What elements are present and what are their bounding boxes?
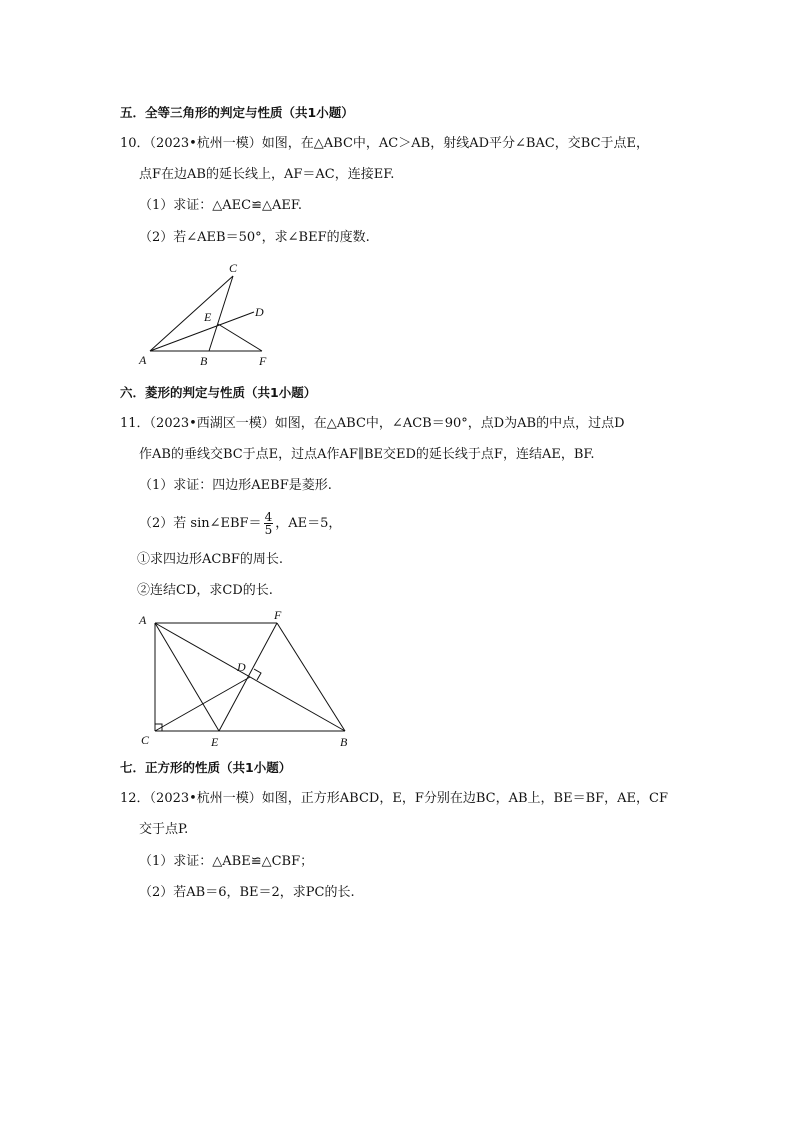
label-B: B: [340, 735, 348, 749]
q11-sub2: ②连结CD，求CD的长.: [137, 583, 273, 598]
q11-part2: [139, 511, 341, 537]
section-7-title: 七．正方形的性质（共1小题）: [120, 760, 292, 775]
label-C: C: [141, 733, 150, 747]
label-F: F: [274, 608, 282, 622]
q12-part1: （1）求证：△ABE≌△CBF；: [139, 854, 314, 869]
q10-triangle-figure: [130, 258, 280, 370]
fraction-4-5: [264, 511, 274, 536]
label-D: D: [255, 305, 264, 319]
segment-FB: [277, 623, 345, 731]
label-F: F: [259, 354, 267, 368]
segment-EF: [218, 324, 262, 351]
q11-part2-prefix: （2）若 sin∠EBF＝: [139, 516, 262, 531]
label-C: C: [229, 261, 238, 275]
label-D: D: [237, 660, 246, 674]
q11-part1: （1）求证：四边形AEBF是菱形.: [139, 478, 332, 493]
q10-stem-line2: 点F在边AB的延长线上，AF＝AC，连接EF.: [139, 167, 395, 182]
q10-part2: （2）若∠AEB＝50°，求∠BEF的度数.: [139, 230, 370, 245]
fraction-denominator: 5: [264, 523, 273, 537]
right-angle-mark-D: [254, 669, 261, 680]
segment-AE: [155, 623, 219, 731]
q10-stem-line1: 10．（2023•杭州一模）如图，在△ABC中，AC＞AB，射线AD平分∠BAC，交BC于点E，: [120, 136, 650, 151]
q11-stem-line1: 11．（2023•西湖区一模）如图，在△ABC中，∠ACB＝90°，点D为AB的中点，过点D: [120, 416, 625, 431]
q12-stem-line2: 交于点P.: [139, 822, 189, 837]
q11-sub1: ①求四边形ACBF的周长.: [137, 552, 284, 567]
label-B: B: [200, 354, 208, 368]
segment-FE: [219, 623, 277, 731]
label-A: A: [139, 353, 147, 367]
q11-stem-line2: 作AB的垂线交BC于点E，过点A作AF∥BE交ED的延长线于点F，连结AE，BF.: [139, 447, 595, 462]
q10-part1: （1）求证：△AEC≌△AEF.: [139, 198, 302, 213]
q11-rhombus-figure: [130, 604, 362, 752]
segment-CD: [155, 677, 250, 731]
section-6-title: 六．菱形的判定与性质（共1小题）: [120, 385, 317, 400]
label-E: E: [211, 735, 219, 749]
q11-part2-suffix: ，AE＝5，: [275, 516, 342, 531]
q12-stem-line1: 12．（2023•杭州一模）如图，正方形ABCD，E，F分别在边BC，AB上，BE＝BF，AE，CF: [120, 791, 668, 806]
q12-part2: （2）若AB＝6，BE＝2，求PC的长.: [139, 885, 355, 900]
section-5-title: 五．全等三角形的判定与性质（共1小题）: [120, 105, 354, 120]
label-A: A: [139, 613, 147, 627]
ray-AD: [150, 312, 254, 351]
label-E: E: [204, 310, 212, 324]
fraction-numerator: 4: [264, 510, 273, 524]
